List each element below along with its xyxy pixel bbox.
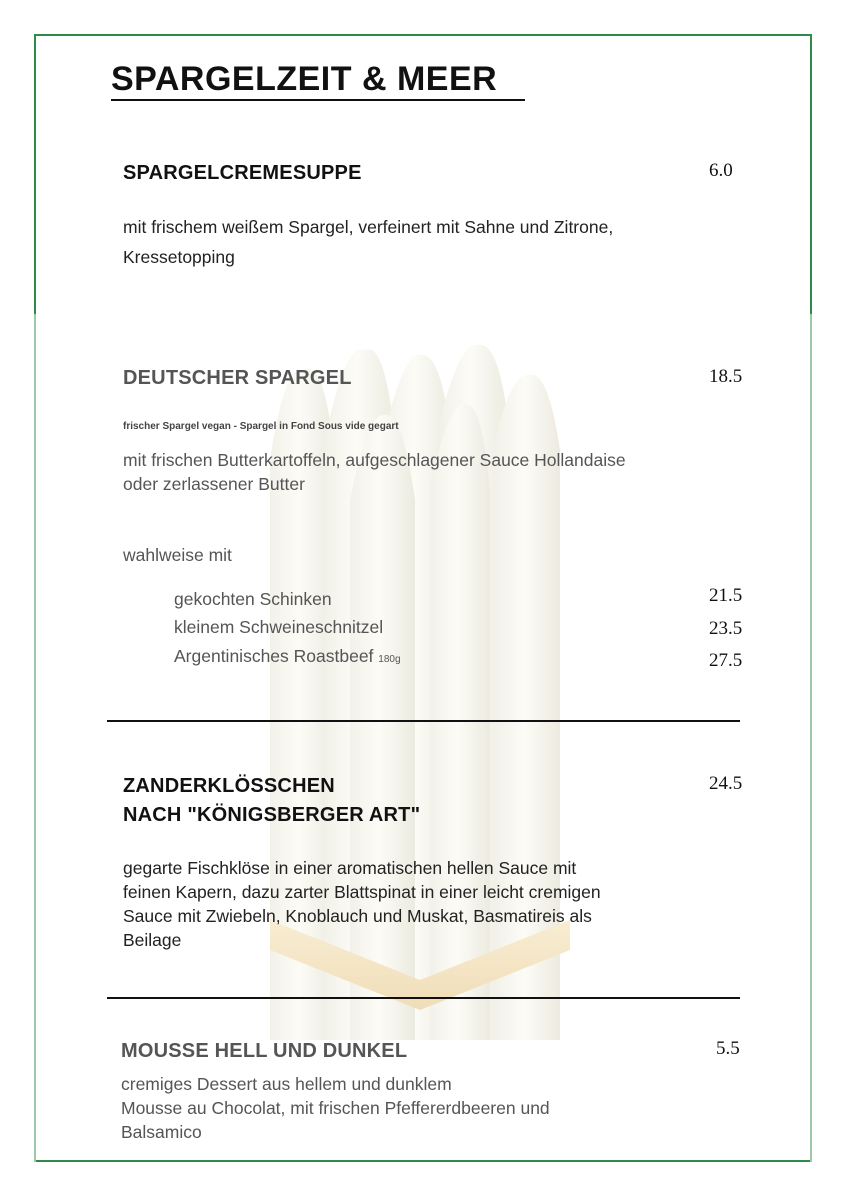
dish-desc-mousse-1: cremiges Dessert aus hellem und dunklem (121, 1074, 452, 1094)
dish-desc-soup-1: mit frischem weißem Spargel, verfeinert mit Sahne und Zitrone, (123, 217, 614, 237)
option-weight: 180g (378, 654, 401, 665)
dish-name-zander-2: NACH "KÖNIGSBERGER ART" (123, 804, 421, 826)
dish-desc-soup-2: Kressetopping (123, 247, 235, 267)
dish-note-asparagus: frischer Spargel vegan - Spargel in Fond Sous vide gegart (123, 421, 399, 432)
option-price-schnitzel: 23.5 (709, 618, 743, 639)
option-price-roastbeef: 27.5 (709, 650, 743, 671)
option-label: Argentinisches Roastbeef (174, 646, 374, 666)
dish-desc-zander-2: feinen Kapern, dazu zarter Blattspinat in einer leicht cremigen (123, 882, 601, 902)
dish-desc-mousse-3: Balsamico (121, 1122, 202, 1142)
dish-name-zander-1: ZANDERKLÖSSCHEN (123, 775, 335, 797)
option-roastbeef (174, 646, 401, 667)
dish-desc-zander-3: Sauce mit Zwiebeln, Knoblauch und Muskat, Basmatireis als (123, 906, 592, 926)
dish-desc-zander-1: gegarte Fischklöse in einer aromatischen hellen Sauce mit (123, 858, 577, 878)
asparagus-bundle-image (250, 340, 590, 1040)
frame-right-border (810, 34, 812, 314)
frame-left-border-faded (34, 314, 36, 1162)
title-underline (111, 99, 525, 101)
frame-left-border (34, 34, 36, 314)
option-ham (174, 589, 332, 610)
choice-label: wahlweise mit (123, 545, 232, 565)
section-divider (107, 720, 740, 722)
option-label: kleinem Schweineschnitzel (174, 617, 384, 637)
option-price-ham: 21.5 (709, 585, 743, 606)
page-title: SPARGELZEIT & MEER (111, 60, 498, 98)
dish-price-zander: 24.5 (709, 773, 743, 794)
dish-name-mousse: MOUSSE HELL UND DUNKEL (121, 1040, 408, 1062)
dish-desc-asparagus-2: oder zerlassener Butter (123, 474, 305, 494)
frame-right-border-faded (810, 314, 812, 1162)
frame-bottom-border (34, 1160, 812, 1162)
option-schnitzel (174, 617, 383, 638)
dish-name-asparagus: DEUTSCHER SPARGEL (123, 367, 352, 389)
dish-price-soup: 6.0 (709, 160, 733, 181)
dish-desc-asparagus-1: mit frischen Butterkartoffeln, aufgeschlagener Sauce Hollandaise (123, 450, 626, 470)
dish-name-soup: SPARGELCREMESUPPE (123, 162, 362, 184)
dish-desc-zander-4: Beilage (123, 930, 182, 950)
section-divider (107, 997, 740, 999)
frame-top-border (34, 34, 812, 36)
dish-price-asparagus: 18.5 (709, 366, 743, 387)
option-label: gekochten Schinken (174, 589, 332, 609)
dish-desc-mousse-2: Mousse au Chocolat, mit frischen Pfeffererdbeeren und (121, 1098, 550, 1118)
dish-price-mousse: 5.5 (716, 1038, 740, 1059)
